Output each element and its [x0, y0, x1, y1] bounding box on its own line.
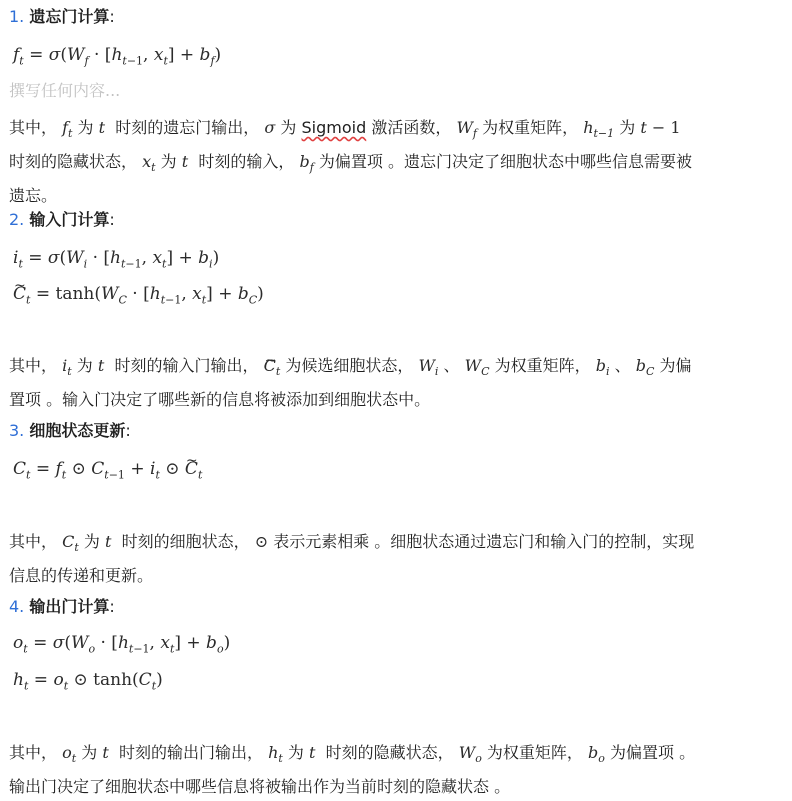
compose-placeholder[interactable]: 撰写任何内容...	[9, 81, 121, 100]
equation-input-gate: $i_t = \sigma(W_i \cdot [h_{t-1}$, $x_t] + b_i$)	[13, 248, 220, 271]
section-title: 输出门计算	[29, 597, 110, 616]
section-title: 遗忘门计算	[29, 7, 110, 26]
paragraph-output: 其中， $o_t$ 为 t 时刻的输出门输出， $h_t$ 为 t 时刻的隐藏状态， $W_o$ 为权重矩阵， $b_o$ 为偏置项 。 输出门决定了细胞状态中哪些信息将被输出作为当前时刻的隐藏状态 。	[9, 743, 696, 797]
section-number: 2.	[9, 210, 25, 229]
section-4-heading	[9, 596, 115, 618]
section-title: 输入门计算	[29, 210, 110, 229]
paragraph-input: 其中， $i_t$ 为 t 时刻的输入门输出， ~ $C_t$ 为候选细胞状态， $W_i$ 、 $W_C$ 为权重矩阵， $b_i$ 、 $b_C$ 为偏 置项 。输入门决定了哪些新的信息将被添加到细胞状态中。	[9, 352, 786, 414]
colon: :	[109, 7, 115, 26]
section-title: 细胞状态更新	[29, 421, 126, 440]
section-2-heading	[9, 209, 115, 231]
colon: :	[109, 597, 115, 616]
spellcheck-word: Sigmoid	[301, 118, 367, 137]
equation-hidden-state: $h_t = o_t$ ⊙ $\tanh(C_t)$	[13, 670, 163, 693]
section-3-heading	[9, 420, 131, 442]
section-number: 4.	[9, 597, 25, 616]
equation-cell-update: $C_t = f_t$ ⊙ $C_{t-1} + i_t$ ⊙ ~ $C_t$	[13, 458, 202, 486]
colon: :	[109, 210, 115, 229]
equation-output-gate: $o_t = \sigma(W_o \cdot [h_{t-1}$, $x_t] + b_o$)	[13, 633, 231, 656]
section-number: 1.	[9, 7, 25, 26]
equation-candidate-state: ~ $C_t = \tanh(W_C \cdot [h_{t-1}$, $x_t] + b_C$)	[13, 283, 264, 311]
equation-forget-gate: $f_t = \sigma(W_f \cdot [h_{t-1}$, $x_t] + b_f$)	[13, 45, 222, 68]
section-1-heading	[9, 6, 115, 28]
section-number: 3.	[9, 421, 25, 440]
colon: :	[125, 421, 131, 440]
paragraph-forget: 其中， $f_t$ 为 t 时刻的遗忘门输出， σ 为 Sigmoid 激活函数， $W_f$ 为权重矩阵， $h_{t-1}$ 为 t − 1 时刻的隐藏状态， $x_t$ 为 t 时刻的输入， $b_f$ 为偏置项 。遗忘门决定了细胞状态中哪些信息需要被 遗忘。	[9, 118, 692, 206]
paragraph-cell: 其中， $C_t$ 为 t 时刻的细胞状态， ⊙ 表示元素相乘 。细胞状态通过遗忘门和输入门的控制，实现 信息的传递和更新。	[9, 532, 695, 586]
